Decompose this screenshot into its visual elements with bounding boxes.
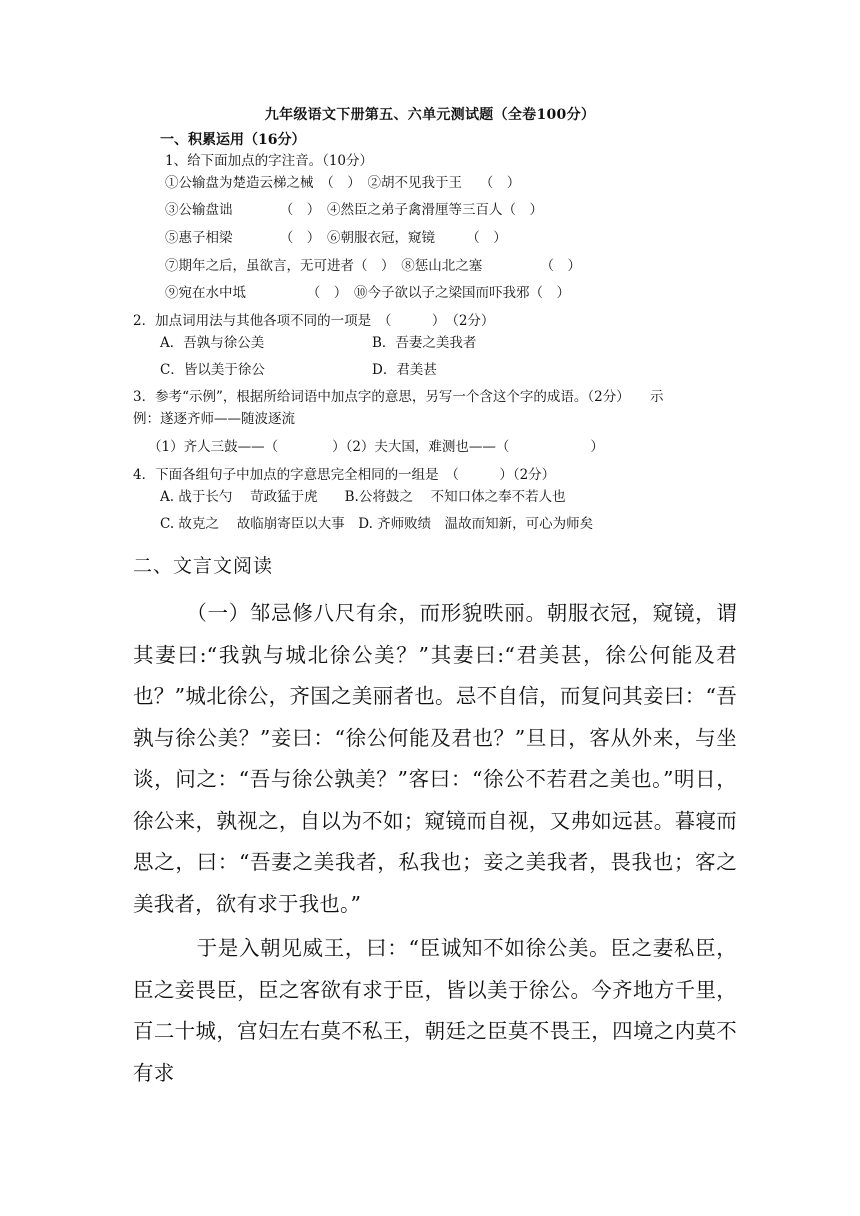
q1-line-2: ③公输盘诎 （ ） ④然臣之弟子禽滑厘等三百人（ ） [165,202,543,218]
passage-paragraph-1: （一）邹忌修八尺有余，而形貌昳丽。朝服衣冠，窥镜，谓其妻曰:“我孰与城北徐公美？”其妻曰:“君美甚，徐公何能及君也？”城北徐公，齐国之美丽者也。忌不自信，而复问其妾曰：“吾孰与徐公美？”妾曰：“徐公何能及君也？”旦日，客从外来，与坐谈，问之：“吾与徐公孰美？”客曰：“徐公不若君之美也。”明日，徐公来，孰视之，自以为不如；窥镜而自视，又弗如远甚。暮寝而思之，曰：“吾妻之美我者，私我也；妾之美我者，畏我也；客之美我者，欲有求于我也。” [133,601,737,916]
q2-option-d: D．君美甚 [372,362,437,378]
q2-option-b: B．吾妻之美我者 [372,335,477,351]
q2-option-a: A．吾孰与徐公美 [160,335,265,351]
q1-line-3: ⑤惠子相梁 （ ） ⑥朝服衣冠，窥镜 （ ） [165,230,507,246]
q4-options-cd: C. 故克之 故临崩寄臣以大事 D. 齐师败绩 温故而知新，可心为师矣 [160,516,594,532]
q4-options-ab: A. 战于长勺 苛政猛于虎 B.公将鼓之 不知口体之奉不若人也 [160,489,566,505]
q2-option-c: C．皆以美于徐公 [160,362,265,378]
q3-example: 例：遂逐齐师——随波逐流 [133,411,295,427]
q1-line-4: ⑦期年之后，虽欲言，无可进者（ ） ⑧惩山北之塞 （ ） [165,258,582,274]
q1-line-5: ⑨宛在水中坻 （ ） ⑩今子欲以子之梁国而吓我邪（ ） [165,285,570,301]
section-2-heading: 二、文言文阅读 [133,555,274,577]
exam-title: 九年级语文下册第五、六单元测试题（全卷100分） [264,107,596,123]
q1-line-1: ①公输盘为楚造云梯之械 （ ） ②胡不见我于王 （ ） [165,175,521,191]
q4-stem: 4．下面各组句子中加点的字意思完全相同的一组是 （ ）（2分） [133,467,556,483]
q3-items: （1）齐人三鼓——（ ）（2）夫大国，难测也——（ ） [148,439,604,455]
q2-stem: 2．加点词用法与其他各项不同的一项是 （ ） （2分） [133,313,495,329]
section-1-heading: 一、积累运用（16分） [160,132,306,148]
q1-stem: 1、给下面加点的字注音。（10分） [165,153,374,169]
q3-stem: 3．参考“示例”，根据所给词语中加点字的意思，另写一个含这个字的成语。（2分） 示 [133,389,664,405]
passage-paragraph-2: 于是入朝见威王，曰：“臣诚知不如徐公美。臣之妻私臣，臣之妾畏臣，臣之客欲有求于臣，皆以美于徐公。今齐地方千里，百二十城，宫妇左右莫不私王，朝廷之臣莫不畏王，四境之内莫不有求 [133,936,737,1085]
